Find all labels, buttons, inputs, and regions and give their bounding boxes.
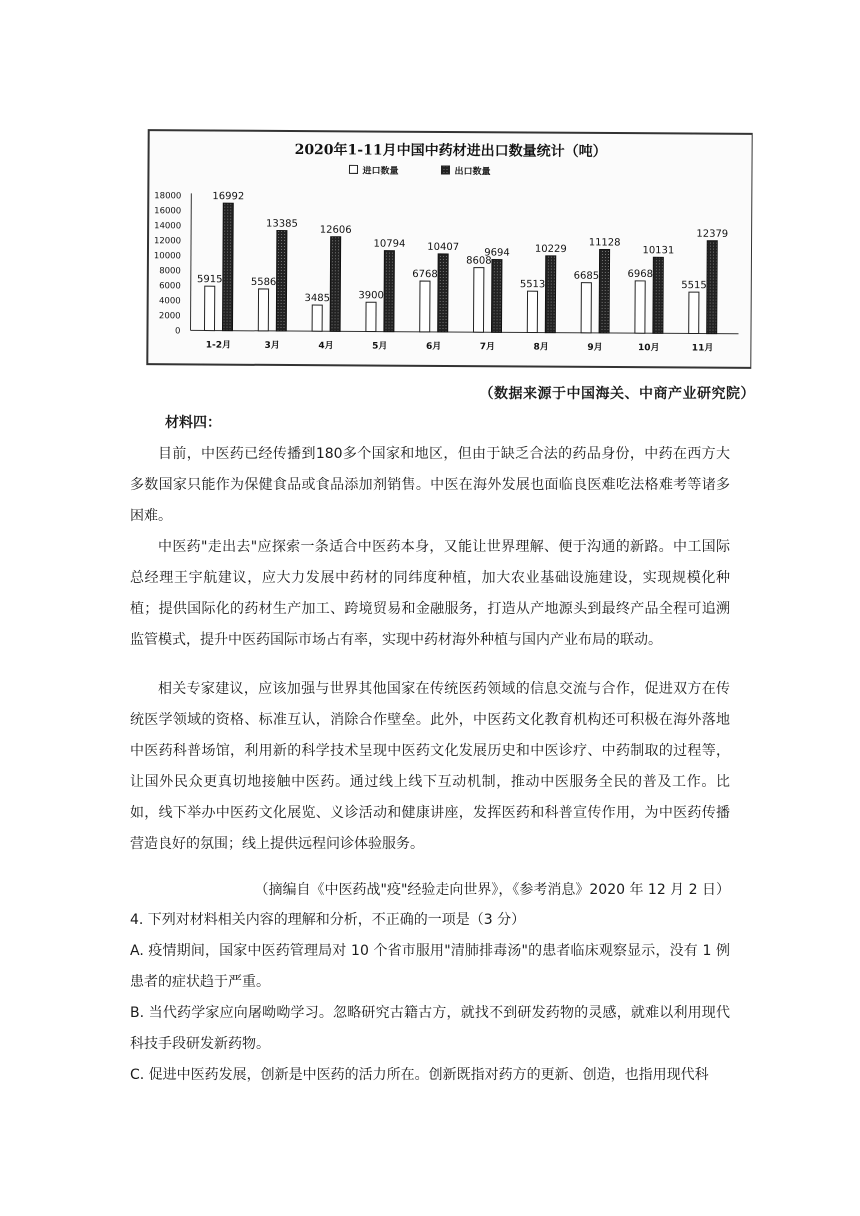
x-tick-label: 7月 — [479, 342, 496, 353]
import-bar — [366, 302, 376, 331]
export-bar — [599, 249, 610, 333]
y-tick-label: 6000 — [159, 281, 181, 292]
x-tick-label: 9月 — [587, 342, 603, 353]
x-tick-label: 10月 — [638, 343, 660, 354]
legend-swatch-2 — [441, 166, 449, 174]
export-bar — [330, 237, 341, 332]
import-bar — [258, 289, 268, 331]
export-value-label: 13385 — [266, 218, 298, 230]
import-value-label: 5915 — [197, 274, 223, 286]
import-bar — [312, 305, 322, 331]
y-tick-label: 10000 — [153, 251, 181, 262]
import-bar — [581, 283, 591, 333]
import-value-label: 6968 — [627, 268, 654, 280]
export-value-label: 11128 — [588, 237, 621, 249]
import-bar — [473, 268, 483, 333]
import-bar — [420, 281, 430, 332]
import-bar — [689, 292, 699, 333]
y-tick-label: 12000 — [153, 236, 182, 247]
import-bar — [635, 281, 645, 333]
x-tick-label: 5月 — [372, 341, 388, 352]
y-tick-label: 2000 — [158, 311, 181, 322]
x-tick-label: 11月 — [691, 343, 714, 354]
y-tick-label: 16000 — [154, 206, 182, 217]
citation: （摘编自《中医药战"疫"经验走向世界》，《参考消息》2020 年 12 月 2 日） — [254, 882, 730, 898]
chart-title: 2020年1-11月中国中药材进出口数量统计（吨） — [294, 142, 607, 160]
export-value-label: 10229 — [534, 243, 567, 255]
x-tick-label: 8月 — [533, 342, 549, 353]
y-tick-label: 4000 — [159, 296, 181, 307]
export-bar — [276, 231, 287, 331]
export-bar — [707, 241, 718, 334]
import-bar — [527, 291, 537, 332]
y-tick-label: 8000 — [159, 266, 181, 277]
export-bar — [438, 254, 448, 332]
export-bar — [545, 256, 555, 333]
question-stem: 4. 下列对材料相关内容的理解和分析，不正确的一项是（3 分） — [130, 912, 526, 928]
bar-chart — [148, 131, 751, 367]
option-a: A. 疫情期间，国家中医药管理局对 10 个省市服用"清肺排毒汤"的患者临床观察显示，没有 1 例患者的症状趋于严重。 — [130, 943, 730, 990]
option-c: C. 促进中医药发展，创新是中医药的活力所在。创新既指对药方的更新、创造，也指用现代科 — [130, 1067, 709, 1083]
export-bar — [222, 203, 233, 330]
export-value-label: 12379 — [696, 228, 729, 240]
export-bar — [653, 257, 663, 333]
import-value-label: 8608 — [466, 255, 492, 267]
y-tick-label: 18000 — [154, 191, 182, 202]
legend-label-1: 进口数量 — [362, 166, 399, 177]
chart-frame — [146, 129, 752, 369]
x-tick-label: 6月 — [425, 341, 442, 352]
import-value-label: 3900 — [358, 290, 384, 302]
legend-swatch-1 — [349, 165, 357, 173]
export-bar — [491, 260, 501, 333]
import-value-label: 5513 — [519, 279, 546, 291]
y-axis-line — [190, 193, 191, 330]
x-tick-label: 3月 — [264, 340, 280, 351]
paragraph-3: 相关专家建议，应该加强与世界其他国家在传统医药领域的信息交流与合作，促进双方在传统医学领域的资格、标准互认，消除合作壁垒。此外，中医药文化教育机构还可积极在海外落地中医药科普场馆，利用新的科学技术呈现中医药文化发展历史和中医诊疗、中药制取的过程等，让国外民众更真切地接触中医药。通过线上线下互动机制，推动中医服务全民的普及工作。比如，线下举办中医药文化展览、义诊活动和健康讲座，发挥医药和科普宣传作用，为中医药传播营造良好的氛围；线上提供远程问诊体验服务。 — [130, 681, 730, 852]
import-value-label: 3485 — [304, 292, 331, 305]
x-tick-label: 1-2月 — [205, 340, 232, 351]
export-value-label: 10407 — [427, 241, 460, 254]
export-value-label: 10131 — [642, 245, 675, 257]
export-value-label: 9694 — [484, 247, 510, 259]
paragraph-1: 目前，中医药已经传播到180多个国家和地区，但由于缺乏合法的药品身份，中药在西方大多数国家只能作为保健食品或食品添加剂销售。中医在海外发展也面临良医难吃法格难考等诸多困难。 — [130, 446, 730, 524]
export-value-label: 10794 — [373, 238, 406, 250]
export-value-label: 12606 — [319, 224, 352, 236]
option-b: B. 当代药学家应向屠呦呦学习。忽略研究古籍古方，就找不到研发药物的灵感，就难以利用现代科技手段研发新药物。 — [130, 1005, 730, 1052]
data-source-note: （数据来源于中国海关、中商产业研究院） — [479, 386, 755, 402]
import-bar — [204, 286, 214, 330]
import-value-label: 5515 — [681, 280, 707, 292]
legend-label-2: 出口数量 — [454, 167, 491, 178]
y-tick-label: 14000 — [154, 221, 182, 232]
import-value-label: 5586 — [250, 276, 277, 289]
import-value-label: 6768 — [412, 269, 438, 281]
export-bar — [384, 251, 394, 332]
paragraph-2: 中医药"走出去"应探索一条适合中医药本身，又能让世界理解、便于沟通的新路。中工国际总经理王宇航建议，应大力发展中药材的同纬度种植，加大农业基础设施建设，实现规模化种植；提供国际化的药材生产加工、跨境贸易和金融服务，打造从产地源头到最终产品全程可追溯监管模式，提升中医药国际市场占有率，实现中药材海外种植与国内产业布局的联动。 — [130, 539, 730, 648]
import-value-label: 6685 — [573, 270, 600, 282]
section-title: 材料四： — [165, 415, 221, 431]
export-value-label: 16992 — [212, 191, 245, 203]
y-tick-label: 0 — [175, 326, 181, 337]
x-tick-label: 4月 — [318, 341, 334, 352]
